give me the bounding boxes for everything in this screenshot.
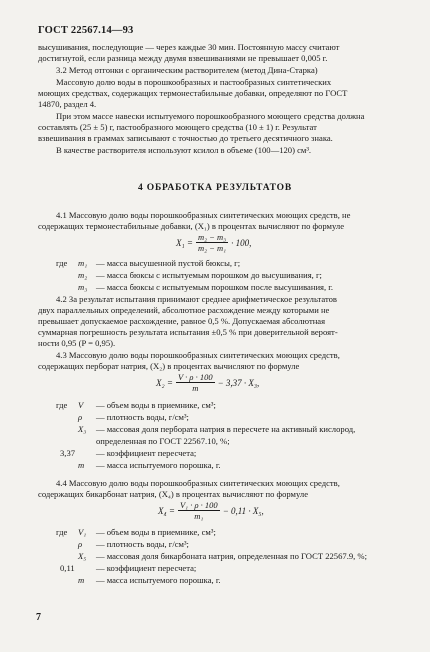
formula-denominator: m [192,383,199,393]
def-lead [56,538,78,550]
text-line: 14870, раздел 4. [38,99,97,109]
text-line: высушивания, последующие — через каждые 30 мин. Постоянную массу считают [38,42,340,52]
formula-lhs: X₄ = [158,505,175,516]
formula-1 [176,232,251,253]
def-symbol: 0,11 [60,563,75,573]
text-line: содержащих перборат натрия, (X₂) в процентах вычисляют по формуле [38,361,300,371]
def-symbol: m [78,460,85,470]
def-text: — масса бюксы с испытуемым порошком после высушивания, г. [96,282,334,292]
document-header: ГОСТ 22567.14—93 [38,25,134,36]
text-line: 4.1 Массовую долю воды порошкообразных синтетических моющих средств, не [56,210,351,220]
text-line: превышает допускаемое расхождение, равное 0,5 %. Допускаемая абсолютная [38,316,326,326]
text-line: взвешивания в граммах записывают с точностью до третьего десятичного знака. [38,133,333,143]
formula-lhs: X₂ = [156,377,173,388]
formula-numerator: V · ρ · 100 [177,372,213,382]
text-line: суммарная погрешность результата испытания ±0,5 % при доверительной вероят- [38,327,338,337]
formula-numerator: V₁ · ρ · 100 [179,500,218,510]
text-line: 4.2 За результат испытания принимают среднее арифметическое результатов [56,294,337,304]
formula-fraction [196,232,228,253]
def-symbol: X₃ [78,424,87,434]
formula-denominator: m₁ [194,511,204,521]
def-lead [56,411,78,423]
def-lead: где [56,400,68,410]
formula-rhs: − 0,11 · X₅, [222,505,264,516]
def-symbol [78,435,96,447]
def-text: — массовая доля бикарбоната натрия, определенная по ГОСТ 22567.9, %; [96,551,367,561]
formula-lhs: X₁ = [176,237,193,248]
def-symbol: m₂ [78,270,88,280]
def-text: — масса испытуемого порошка, г. [96,460,221,470]
def-symbol: V [78,400,84,410]
definitions-2 [56,399,355,471]
def-symbol: m [78,575,85,585]
def-lead [56,435,78,447]
subsection-title: 3.2 Метод отгонки с органическим растворителем (метод Дина-Старка) [56,65,318,75]
text-line: достигнутой, если разница между двумя взвешиваниями не превышает 0,005 г. [38,53,328,63]
def-symbol: 3,37 [60,448,76,458]
definitions-1 [56,257,333,293]
formula-rhs: − 3,37 · X₃, [217,377,260,388]
formula-numerator: m₂ − m₃ [197,232,227,242]
formula-3 [158,500,264,521]
text-line: содержащих бикарбонат натрия, (X₄) в процентах вычисляют по формуле [38,489,309,499]
text-line: В качестве растворителя используют ксилол в объеме (100—120) см³. [56,145,312,155]
formula-fraction [178,500,220,521]
def-text: — массовая доля пербората натрия в пересчете на активный кислород, [96,424,356,434]
text-line: двух параллельных определений, абсолютное расхождение между которыми не [38,305,330,315]
def-lead [56,574,78,586]
def-lead [56,423,78,435]
def-lead [56,550,78,562]
def-symbol: ρ [78,412,83,422]
text-line: При этом массе навески испытуемого порошкообразного моющего средства должна [56,111,365,121]
def-symbol: m₃ [78,282,88,292]
def-text: — масса высушенной пустой бюксы, г; [96,258,241,268]
def-symbol: ρ [78,539,83,549]
formula-rhs: · 100, [231,237,252,248]
section-heading: 4 ОБРАБОТКА РЕЗУЛЬТАТОВ [138,183,292,193]
def-lead: где [56,527,68,537]
def-text: — плотность воды, г/см³; [96,539,189,549]
text-line: ности 0,95 (P = 0,95). [38,338,116,348]
text-line: составлять (25 ± 5) г, пастообразного моющего средства (10 ± 1) г. Результат [38,122,317,132]
text-line: содержащих термонестабильные добавки, (X₁) в процентах вычисляют по формуле [38,221,345,231]
def-text: определенная по ГОСТ 22567.10, %; [96,436,230,446]
text-line: 4.3 Массовую долю воды порошкообразных синтетических моющих средств, [56,350,340,360]
def-symbol: V₁ [78,527,87,537]
def-lead [56,281,78,293]
text-line: моющих средствах, содержащих термонестабильные добавки, определяют по ГОСТ [38,88,348,98]
def-text: — коэффициент пересчета; [96,448,197,458]
def-text: — плотность воды, г/см³; [96,412,189,422]
formula-2 [156,372,259,393]
definitions-3 [56,526,367,586]
formula-denominator: m₂ − m₁ [197,243,227,253]
def-symbol: X₅ [78,551,87,561]
def-symbol: m₁ [78,258,88,268]
def-text: — коэффициент пересчета; [96,563,197,573]
page-number: 7 [36,612,41,623]
def-text: — объем воды в приемнике, см³; [96,400,216,410]
text-line: 4.4 Массовую долю воды порошкообразных синтетических моющих средств, [56,478,340,488]
def-lead: где [56,258,68,268]
def-text: — объем воды в приемнике, см³; [96,527,216,537]
def-text: — масса бюксы с испытуемым порошком до высушивания, г; [96,270,322,280]
def-lead [56,269,78,281]
def-text: — масса испытуемого порошка, г. [96,575,221,585]
def-lead [56,459,78,471]
formula-fraction [176,372,215,393]
text-line: Массовую долю воды в порошкообразных и пастообразных синтетических [56,77,332,87]
